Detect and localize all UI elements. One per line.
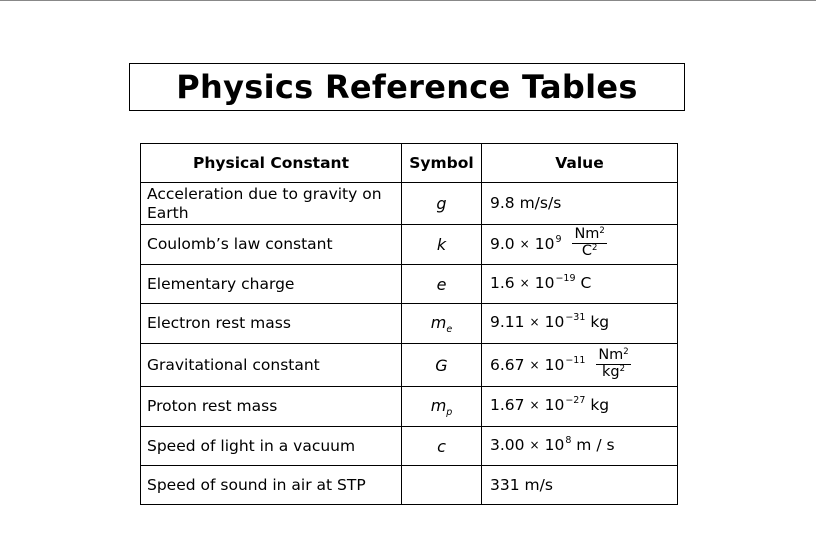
top-rule bbox=[0, 0, 816, 1]
constant-symbol: g bbox=[402, 183, 482, 225]
constant-value bbox=[482, 344, 678, 387]
value-mantissa: 3.00 bbox=[490, 435, 525, 454]
constant-name: Electron rest mass bbox=[141, 304, 402, 344]
header-symbol: Symbol bbox=[402, 144, 482, 183]
constant-symbol bbox=[402, 387, 482, 427]
unit-denominator-text: kg bbox=[602, 363, 620, 380]
unit-numerator bbox=[572, 227, 606, 244]
table-row bbox=[141, 225, 678, 265]
unit-denominator-exponent: 2 bbox=[619, 363, 626, 374]
header-value: Value bbox=[482, 144, 678, 183]
constant-symbol: c bbox=[402, 427, 482, 466]
times-sign: × bbox=[519, 237, 530, 251]
constant-value bbox=[482, 387, 678, 427]
page-title: Physics Reference Tables bbox=[176, 68, 638, 106]
constant-symbol: G bbox=[402, 344, 482, 387]
unit-numerator-exponent: 2 bbox=[599, 226, 605, 236]
unit-numerator-text: Nm bbox=[574, 226, 600, 242]
symbol-main: m bbox=[430, 395, 447, 415]
unit-numerator-text: Nm bbox=[598, 346, 624, 363]
constant-value: 331 m/s bbox=[482, 466, 678, 505]
times-sign: × bbox=[529, 315, 540, 329]
table-row bbox=[141, 344, 678, 387]
times-sign: × bbox=[519, 275, 530, 290]
table-row bbox=[141, 304, 678, 344]
constant-value bbox=[482, 304, 678, 344]
value-unit: kg bbox=[590, 313, 610, 331]
constant-value bbox=[482, 225, 678, 265]
value-unit: kg bbox=[590, 396, 610, 414]
symbol-subscript: p bbox=[446, 406, 453, 418]
unit-numerator bbox=[596, 348, 630, 365]
constant-name: Coulomb’s law constant bbox=[141, 225, 402, 265]
constant-name: Proton rest mass bbox=[141, 387, 402, 427]
value-exponent: −11 bbox=[565, 354, 586, 366]
value-base: 10 bbox=[534, 273, 555, 292]
constant-name: Speed of light in a vacuum bbox=[141, 427, 402, 466]
constant-value bbox=[482, 265, 678, 304]
value-exponent: −27 bbox=[565, 395, 586, 406]
times-sign: × bbox=[529, 437, 540, 452]
value-exponent: 8 bbox=[565, 434, 572, 446]
value-base: 10 bbox=[544, 396, 565, 414]
table-row bbox=[141, 427, 678, 466]
constants-table bbox=[140, 143, 678, 505]
table-header-row bbox=[141, 144, 678, 183]
title-box bbox=[129, 63, 685, 111]
value-mantissa: 1.6 bbox=[490, 273, 515, 292]
value-unit: m / s bbox=[576, 435, 615, 454]
unit-denominator-text: C bbox=[581, 243, 592, 259]
value-mantissa: 1.67 bbox=[490, 396, 525, 414]
value-mantissa: 9.0 bbox=[490, 235, 515, 253]
constant-symbol bbox=[402, 466, 482, 505]
value-base: 10 bbox=[544, 435, 565, 454]
table-row bbox=[141, 466, 678, 505]
constant-value bbox=[482, 427, 678, 466]
value-base: 10 bbox=[534, 235, 555, 253]
constant-name: Acceleration due to gravity on Earth bbox=[141, 183, 402, 225]
table-row bbox=[141, 387, 678, 427]
value-mantissa: 6.67 bbox=[490, 355, 525, 374]
unit-denominator bbox=[582, 244, 598, 260]
times-sign: × bbox=[529, 357, 540, 372]
constant-name: Gravitational constant bbox=[141, 344, 402, 387]
value-unit: C bbox=[580, 273, 592, 292]
constant-value: 9.8 m/s/s bbox=[482, 183, 678, 225]
constant-symbol bbox=[402, 304, 482, 344]
value-base: 10 bbox=[544, 355, 565, 374]
constant-name: Speed of sound in air at STP bbox=[141, 466, 402, 505]
constant-name: Elementary charge bbox=[141, 265, 402, 304]
constant-symbol: e bbox=[402, 265, 482, 304]
value-mantissa: 9.11 bbox=[490, 313, 525, 331]
unit-numerator-exponent: 2 bbox=[623, 346, 629, 357]
constant-symbol: k bbox=[402, 225, 482, 265]
value-exponent: −19 bbox=[555, 272, 576, 284]
times-sign: × bbox=[529, 398, 540, 412]
symbol-subscript: e bbox=[446, 323, 453, 335]
unit-fraction bbox=[596, 348, 630, 381]
table-row bbox=[141, 183, 678, 225]
value-base: 10 bbox=[544, 313, 565, 331]
table-row bbox=[141, 265, 678, 304]
header-physical-constant: Physical Constant bbox=[141, 144, 402, 183]
unit-denominator bbox=[602, 365, 625, 381]
symbol-main: m bbox=[430, 312, 447, 332]
value-exponent: −31 bbox=[565, 312, 586, 323]
value-exponent: 9 bbox=[555, 234, 562, 245]
unit-denominator-exponent: 2 bbox=[591, 243, 598, 253]
unit-fraction bbox=[572, 227, 606, 260]
